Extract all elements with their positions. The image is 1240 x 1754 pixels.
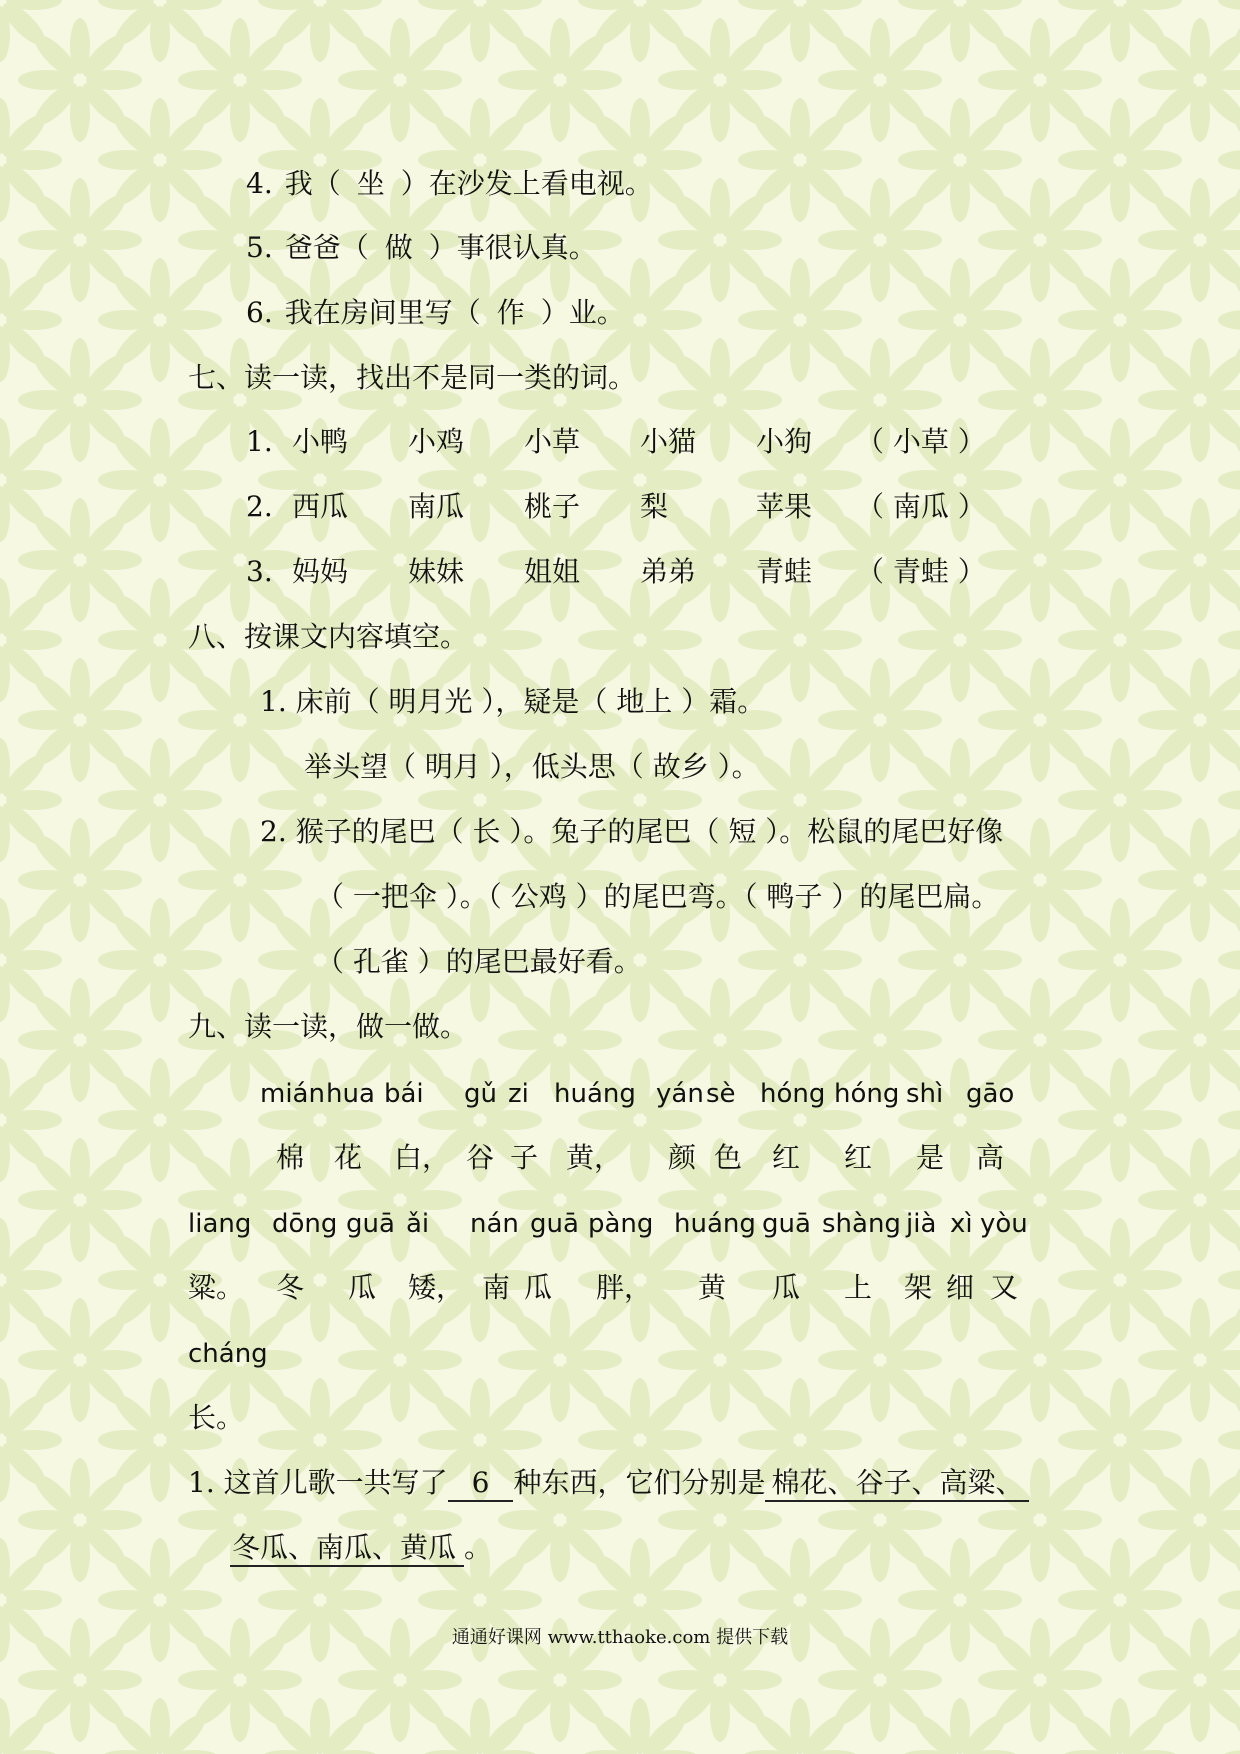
word: 小狗 [756,425,813,458]
section8-line: 1. 床前（ 明月光 ），疑是（ 地上 ）霜。 [260,685,766,718]
hanzi: 细 [946,1271,975,1304]
q1-prefix: 1. 这首儿歌一共写了 [188,1466,448,1499]
pinyin: hóng [760,1079,826,1109]
word: 小鸭 [292,425,349,458]
hanzi: 是 [916,1141,945,1174]
hanzi: 白， [394,1141,451,1174]
pinyin: shì [906,1079,944,1109]
hanzi: 红 [844,1141,873,1174]
word: 南瓜 [408,490,465,523]
s6-item-post: ）在沙发上看电视。 [400,167,653,200]
q1-answer-part2: 冬瓜、南瓜、黄瓜 [230,1531,464,1567]
s6-item-pre: 爸爸（ [284,231,369,264]
answer: （ 青蛙 ） [856,555,986,588]
word: 小猫 [640,425,697,458]
hanzi: 南 [482,1271,511,1304]
s6-item-post: ）业。 [540,296,625,329]
hanzi: 瓜 [348,1271,377,1304]
pinyin: sè [706,1079,736,1109]
section9-q1-line2 [230,1530,492,1566]
s6-item-answer: 作 [496,296,525,329]
row-num: 2. [246,490,273,523]
section8-heading: 八、按课文内容填空。 [188,620,469,653]
hanzi: 色 [714,1141,743,1174]
pinyin: guā [530,1209,579,1239]
s6-item-answer: 坐 [356,167,385,200]
page-footer: 通通好课网 www.tthaoke.com 提供下载 [451,1627,789,1648]
hanzi: 架 [904,1271,933,1304]
s6-item-num: 6. [246,296,273,329]
answer: （ 小草 ） [856,425,986,458]
hanzi: 子 [510,1141,539,1174]
word: 小草 [524,425,581,458]
word: 苹果 [756,490,813,523]
q1-count-answer: 6 [448,1466,514,1502]
word: 妈妈 [292,555,349,588]
pinyin: guā [346,1209,395,1239]
hanzi: 瓜 [772,1271,801,1304]
pinyin: guā [762,1209,811,1239]
s6-item-num: 5. [246,231,273,264]
pinyin: xì [950,1209,973,1239]
pinyin: mián [260,1079,325,1109]
s6-item-answer: 做 [384,231,413,264]
pinyin: hua [326,1079,375,1109]
word: 妹妹 [408,555,465,588]
pinyin: shàng [822,1209,901,1239]
pinyin: jià [906,1209,937,1239]
section8-line: 2. 猴子的尾巴（ 长 ）。兔子的尾巴（ 短 ）。松鼠的尾巴好像 [260,815,1004,848]
q1-mid: 种东西，它们分别是 [513,1466,766,1499]
pinyin: gǔ [464,1079,497,1109]
row-num: 3. [246,555,273,588]
section8-line: （ 一把伞 ）。（ 公鸡 ）的尾巴弯。（ 鸭子 ）的尾巴扁。 [316,880,1000,913]
hanzi: 又 [990,1271,1019,1304]
s6-item-num: 4. [246,167,273,200]
q1-end: 。 [464,1531,493,1564]
hanzi: 粱。 [188,1271,245,1304]
word: 梨 [640,490,669,523]
word: 青蛙 [756,555,813,588]
pinyin: cháng [188,1339,268,1369]
pinyin: nán [470,1209,519,1239]
pinyin: huáng [674,1209,756,1239]
word: 桃子 [524,490,581,523]
s6-item-pre: 我（ [284,167,341,200]
s6-item-pre: 我在房间里写（ [284,296,481,329]
pinyin: huáng [554,1079,636,1109]
hanzi: 棉 [276,1141,305,1174]
row-num: 1. [246,425,273,458]
hanzi: 颜 [668,1141,697,1174]
hanzi: 高 [976,1141,1005,1174]
hanzi: 黄 [698,1271,727,1304]
pinyin: bái [384,1079,424,1109]
word: 西瓜 [292,490,349,523]
word: 姐姐 [524,555,581,588]
s6-item-4 [246,166,653,202]
hanzi: 黄， [566,1141,623,1174]
section9-q1-line1 [188,1465,1029,1501]
pinyin: hóng [834,1079,900,1109]
pinyin: dōng [272,1209,338,1239]
hanzi: 瓜 [524,1271,553,1304]
hanzi: 矮， [408,1271,465,1304]
section9-heading: 九、读一读，做一做。 [188,1010,469,1043]
hanzi: 胖， [596,1271,653,1304]
hanzi: 长。 [188,1401,245,1434]
pinyin: zi [508,1079,529,1109]
s6-item-post: ）事很认真。 [428,231,597,264]
word: 小鸡 [408,425,465,458]
section7-heading: 七、读一读，找出不是同一类的词。 [188,361,637,394]
section8-line: （ 孔雀 ）的尾巴最好看。 [316,945,642,978]
pinyin: liang [188,1209,252,1239]
hanzi: 谷 [466,1141,495,1174]
pinyin: ǎi [406,1209,430,1239]
pinyin: pàng [588,1209,654,1239]
hanzi: 上 [844,1271,873,1304]
q1-answer-part1: 棉花、谷子、高粱、 [765,1466,1029,1502]
pinyin: yán [656,1079,704,1109]
answer: （ 南瓜 ） [856,490,986,523]
word: 弟弟 [640,555,697,588]
section8-line: 举头望（ 明月 ），低头思（ 故乡 ）。 [304,750,760,783]
s6-item-5 [246,230,597,266]
hanzi: 红 [772,1141,801,1174]
pinyin: yòu [980,1209,1028,1239]
hanzi: 冬 [276,1271,305,1304]
s6-item-6 [246,295,625,331]
pinyin: gāo [966,1079,1015,1109]
hanzi: 花 [334,1141,363,1174]
